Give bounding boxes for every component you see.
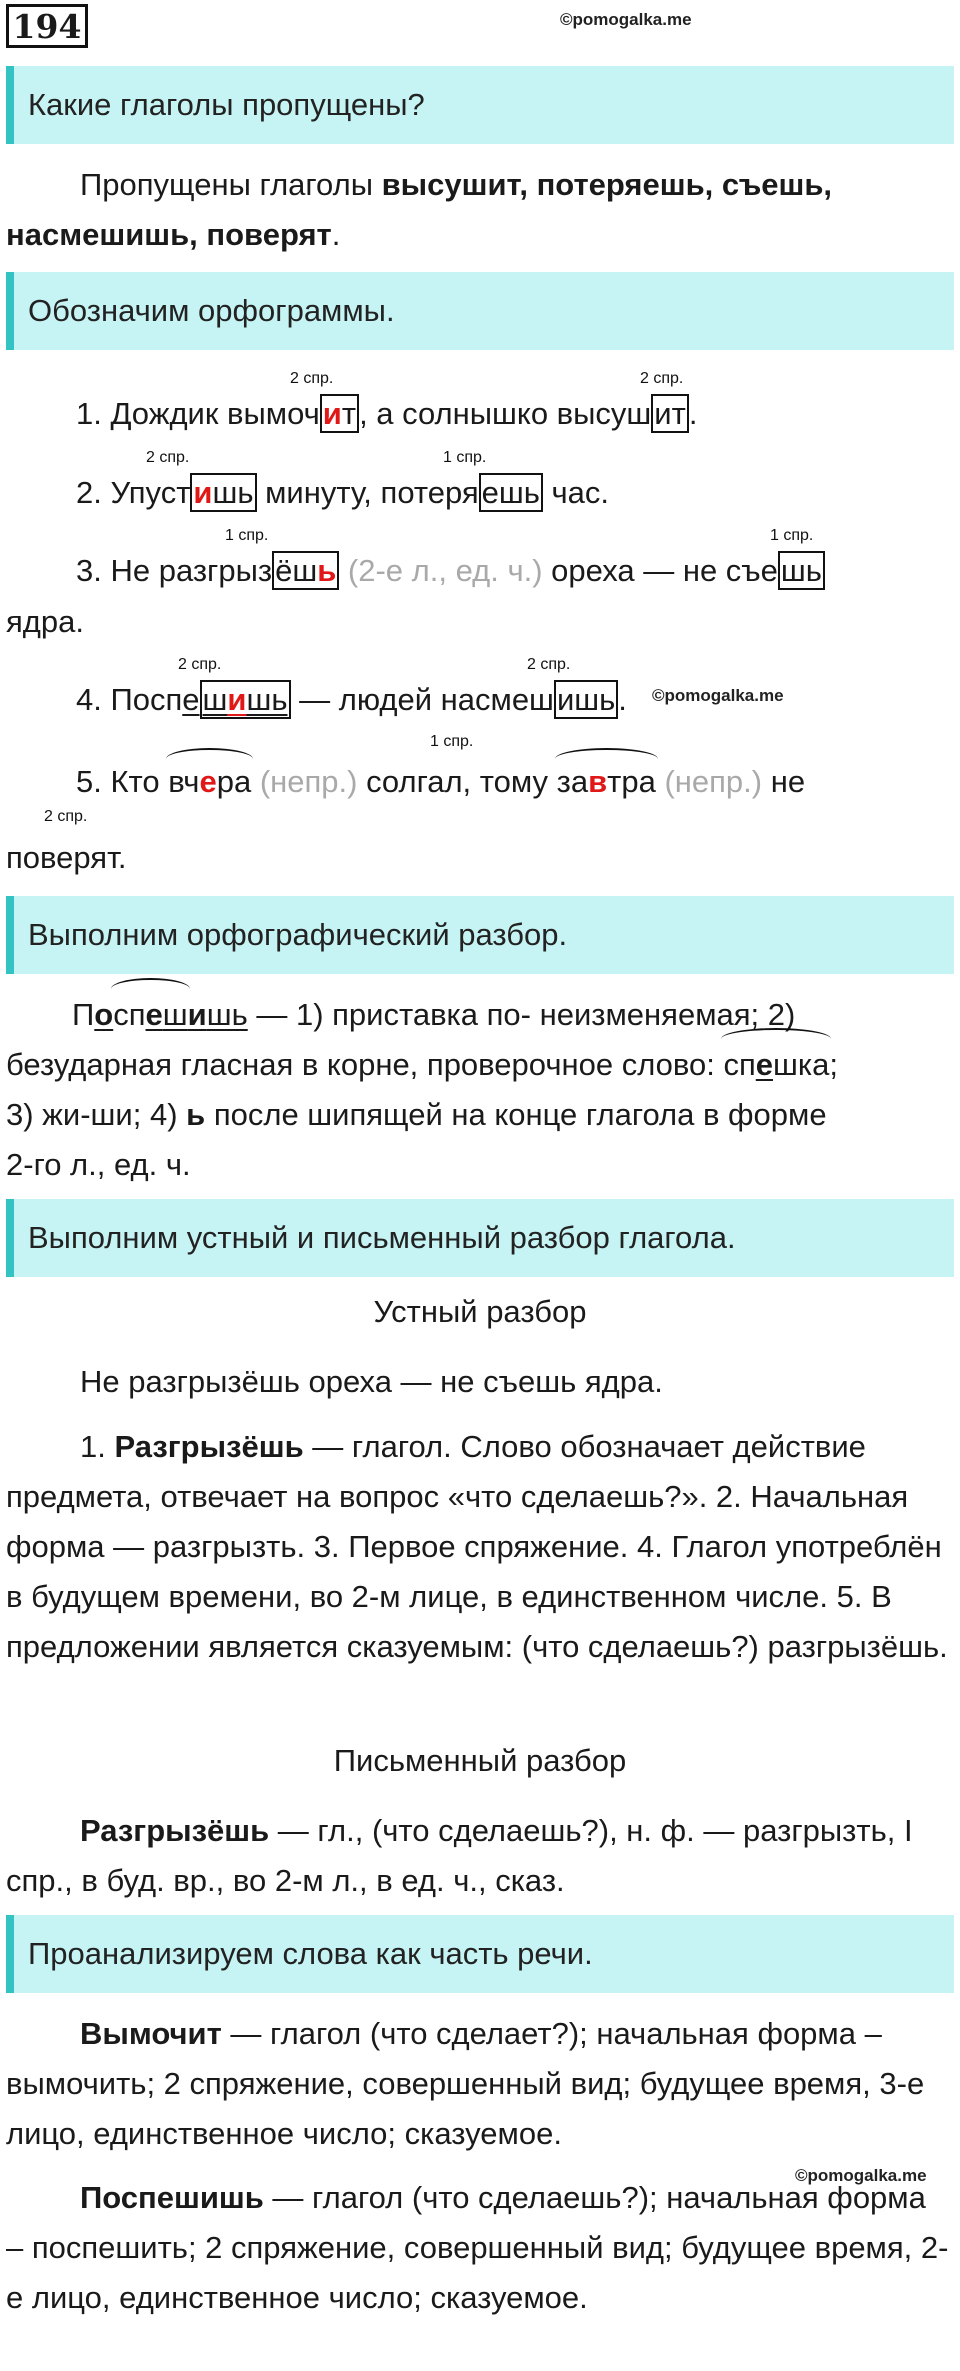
example-line-3-continued: ядра. <box>6 604 84 639</box>
example-line-1: 1. Дождик вымочит, а солнышко высушит. <box>76 396 698 431</box>
conjugation-note: 2 спр. <box>290 370 334 387</box>
example-line-2: 2. Упустишь минуту, потеряешь час. <box>76 475 610 510</box>
example-sentence: Не разгрызёшь ореха — не съешь ядра. <box>80 1364 663 1399</box>
answer-intro: Пропущены глаголы <box>80 167 382 202</box>
conjugation-note: 2 спр. <box>44 808 88 825</box>
conjugation-note: 2 спр. <box>146 449 190 466</box>
section-header-missing-verbs: Какие глаголы пропущены? <box>6 66 954 144</box>
section-header-parts-of-speech: Проанализируем слова как часть речи. <box>6 1915 954 1993</box>
analysis-pospeshish: Поспешишь — глагол (что сделаешь?); начальная форма – поспешить; 2 спряжение, совершенный вид; будущее время, 2-е лицо, единственное число; сказуемое. <box>6 2180 949 2315</box>
example-line-3: 3. Не разгрызёшь (2-е л., ед. ч.) ореха — не съешь <box>76 549 825 593</box>
section-header-verb-analysis: Выполним устный и письменный разбор глагола. <box>6 1199 954 1277</box>
conjugation-note: 1 спр. <box>225 527 269 544</box>
conjugation-note: 1 спр. <box>770 527 814 544</box>
written-analysis-text: Разгрызёшь — гл., (что сделаешь?), н. ф. — разгрызть, I спр., в буд. вр., во 2-м л., в ед. ч., сказ. <box>6 1813 913 1898</box>
orthographic-analysis: Поспешишь — 1) приставка по- неизменяемая; 2) безударная гласная в корне, проверочное слово: спешка; 3) жи-ши; 4) ь после шипящей на конце глагола в форме 2-го л., ед. ч. <box>6 990 950 1190</box>
example-line-5: 5. Кто вчера (непр.) солгал, тому завтра (непр.) не <box>76 760 805 804</box>
conjugation-note: 2 спр. <box>178 656 222 673</box>
conjugation-note: 2 спр. <box>640 370 684 387</box>
answer-missing-verbs <box>6 160 950 260</box>
watermark: ©pomogalka.me <box>652 686 784 705</box>
answer-words-1: высушит, потеряешь, съешь, <box>381 167 833 202</box>
written-analysis-title: Письменный разбор <box>333 1743 627 1778</box>
section-header-orthographic: Выполним орфографический разбор. <box>6 896 954 974</box>
answer-end: . <box>331 217 341 252</box>
analysis-vymochit: Вымочит — глагол (что сделает?); начальная форма – вымочить; 2 спряжение, совершенный вид; будущее время, 3-е лицо, единственное число; сказуемое. <box>6 2016 925 2151</box>
watermark: ©pomogalka.me <box>795 2166 927 2185</box>
answer-words-2: насмешишь, поверят <box>6 217 332 252</box>
task-number: 194 <box>6 4 88 48</box>
oral-analysis-title: Устный разбор <box>373 1294 587 1329</box>
section-header-spellings: Обозначим орфограммы. <box>6 272 954 350</box>
conjugation-note: 1 спр. <box>443 449 487 466</box>
example-line-5-continued: поверят. <box>6 840 127 875</box>
example-line-4: 4. Поспешишь — людей насмешишь. <box>76 682 627 717</box>
oral-analysis-text: 1. Разгрызёшь — глагол. Слово обозначает действие предмета, отвечает на вопрос «что сделаешь?». 2. Начальная форма — разгрызть. 3. Первое спряжение. 4. Глагол употреблён в будущем времени, во 2-м лице, в единственном числе. 5. В предложении является сказуемым: (что сделаешь?) разгрызёшь. <box>6 1429 948 1664</box>
conjugation-note: 1 спр. <box>430 733 474 750</box>
watermark: ©pomogalka.me <box>560 10 692 29</box>
conjugation-note: 2 спр. <box>527 656 571 673</box>
